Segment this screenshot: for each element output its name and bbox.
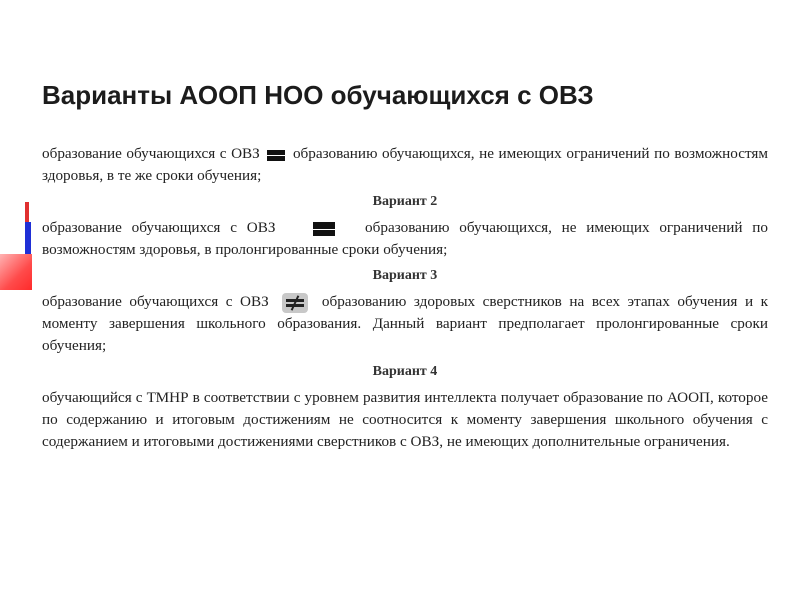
equals-icon [313,221,335,237]
variant-1-text-after: образованию обучающихся, не имеющих ограничений по возможностям здоровья, в те же сроки обучения; [42,145,769,184]
page-title: Варианты АООП НОО обучающихся с ОВЗ [42,80,594,110]
variant-1-text-before: образование обучающихся с ОВЗ [42,145,260,162]
variant-2-heading: Вариант 2 [372,194,438,209]
variant-3-heading: Вариант 3 [372,268,438,283]
variant-1-text [42,143,768,187]
variant-3-text-before: образование обучающихся с ОВЗ [42,293,269,310]
variant-2-text-before: образование обучающихся с ОВЗ [42,219,276,236]
decor-red-square [0,254,32,290]
variant-4-text: обучающийся с ТМНР в соответствии с уровнем развития интеллекта получает образование по АООП, которое по содержанию и итоговым достижениям не соотносится к моменту завершения школьного обучения с содержанием и итоговыми достижениями сверстников с ОВЗ, не имеющих дополнительные ограничения. [42,389,768,450]
variant-3-text-after: образованию здоровых сверстников на всех этапах обучения и к моменту завершения школьного образования. Данный вариант предполагает пролонгированные сроки обучения; [42,293,769,354]
equals-icon [267,149,285,161]
variant-2-text-after: образованию обучающихся, не имеющих ограничений по возможностям здоровья, в пролонгированные сроки обучения; [42,219,769,258]
content [42,143,768,453]
variant-3-text [42,291,768,357]
variant-4-heading: Вариант 4 [372,364,438,379]
not-equal-icon [282,293,308,313]
variant-2-text [42,217,768,261]
